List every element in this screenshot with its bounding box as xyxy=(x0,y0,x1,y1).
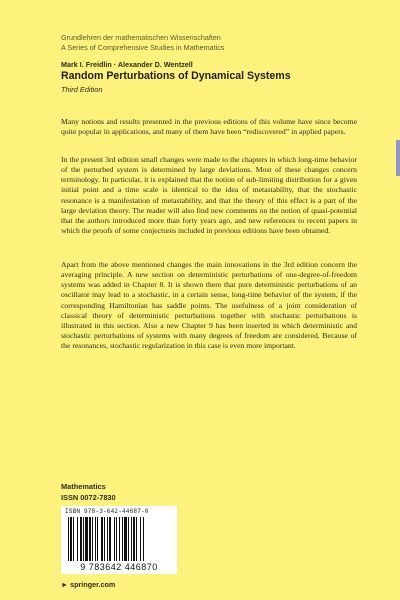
barcode-bar xyxy=(131,517,132,561)
barcode-bar xyxy=(83,517,84,561)
publisher-url-text: springer.com xyxy=(70,580,116,589)
barcode-bar xyxy=(89,517,91,561)
issn-label: ISSN 0072-7830 xyxy=(61,493,116,502)
barcode-bar xyxy=(133,517,135,561)
barcode-bar xyxy=(95,517,96,561)
barcode-bar xyxy=(109,517,111,561)
barcode xyxy=(61,506,177,574)
blurb-paragraph-2: In the present 3rd edition small changes were made to the chapters in which long-time behavior of the perturbed system is determined by large deviations. Most of these changes concern terminology. In particular, it is explained that the notion of sub-limiting distribution for a given initial point and a time scale is identical to the idea of metastability, that the stochastic resonance is a manifestation of metastability, and that the theory of this effect is a part of the large deviation theory. The reader will also find new comments on the notion of quasi-potential that the authors introduced more than forty years ago, and new references to recent papers in which the proofs of some conjectures included in previous editions have been obtained. xyxy=(61,155,357,236)
barcode-bar xyxy=(70,517,72,561)
edge-color-tab xyxy=(396,140,400,176)
edition-label: Third Edition xyxy=(61,85,103,94)
subject-label: Mathematics xyxy=(61,482,106,491)
blurb-paragraph-1: Many notions and results presented in the previous editions of this volume have since become quite popular in applications, and many of them have been “rediscovered” in applied papers. xyxy=(61,117,357,137)
barcode-bars xyxy=(68,517,170,561)
series-title: Grundlehren der mathematischen Wissenschaften xyxy=(61,33,221,42)
blurb-paragraph-3: Apart from the above mentioned changes the main innovations in the 3rd edition concern the averaging principle. A new section on deterministic perturbations of one-degree-of-freedom systems was added in Chapter 8. It is shown there that pure deterministic perturbations of an oscillator may lead to a stochastic, in a certain sense, long-time behavior of the system, if the corresponding Hamiltonian has saddle points. The usefulness of a joint consideration of classical theory of deterministic perturbations together with stochastic perturbations is illustrated in this section. Also a new Chapter 9 has been inserted in which deterministic and stochastic perturbations of systems with many degrees of freedom are considered. Because of the resonances, stochastic regularization in this case is even more important. xyxy=(61,260,357,351)
barcode-bar xyxy=(73,517,74,561)
arrow-icon: ► xyxy=(61,580,69,589)
barcode-bar xyxy=(124,517,127,561)
barcode-bar xyxy=(92,517,93,561)
barcode-bar xyxy=(104,517,105,561)
barcode-bar xyxy=(101,517,103,561)
barcode-bar xyxy=(122,517,123,561)
barcode-bar xyxy=(114,517,115,561)
barcode-bar xyxy=(85,517,88,561)
publisher-url[interactable] xyxy=(61,580,115,589)
barcode-digits: 9 783642 446870 xyxy=(80,562,158,572)
barcode-bar xyxy=(80,517,82,561)
isbn-label: ISBN 978-3-642-44687-0 xyxy=(65,508,149,515)
barcode-bar xyxy=(119,517,120,561)
barcode-bar xyxy=(77,517,78,561)
barcode-bar xyxy=(97,517,98,561)
book-title: Random Perturbations of Dynamical Systems xyxy=(61,70,291,82)
barcode-bar xyxy=(143,517,144,561)
book-authors: Mark I. Freidlin · Alexander D. Wentzell xyxy=(61,60,193,69)
barcode-bar xyxy=(107,517,108,561)
barcode-bar xyxy=(116,517,117,561)
series-subtitle: A Series of Comprehensive Studies in Mathematics xyxy=(61,43,225,52)
barcode-bar xyxy=(136,517,137,561)
barcode-bar xyxy=(140,517,141,561)
barcode-bar xyxy=(128,517,129,561)
barcode-bar xyxy=(68,517,69,561)
